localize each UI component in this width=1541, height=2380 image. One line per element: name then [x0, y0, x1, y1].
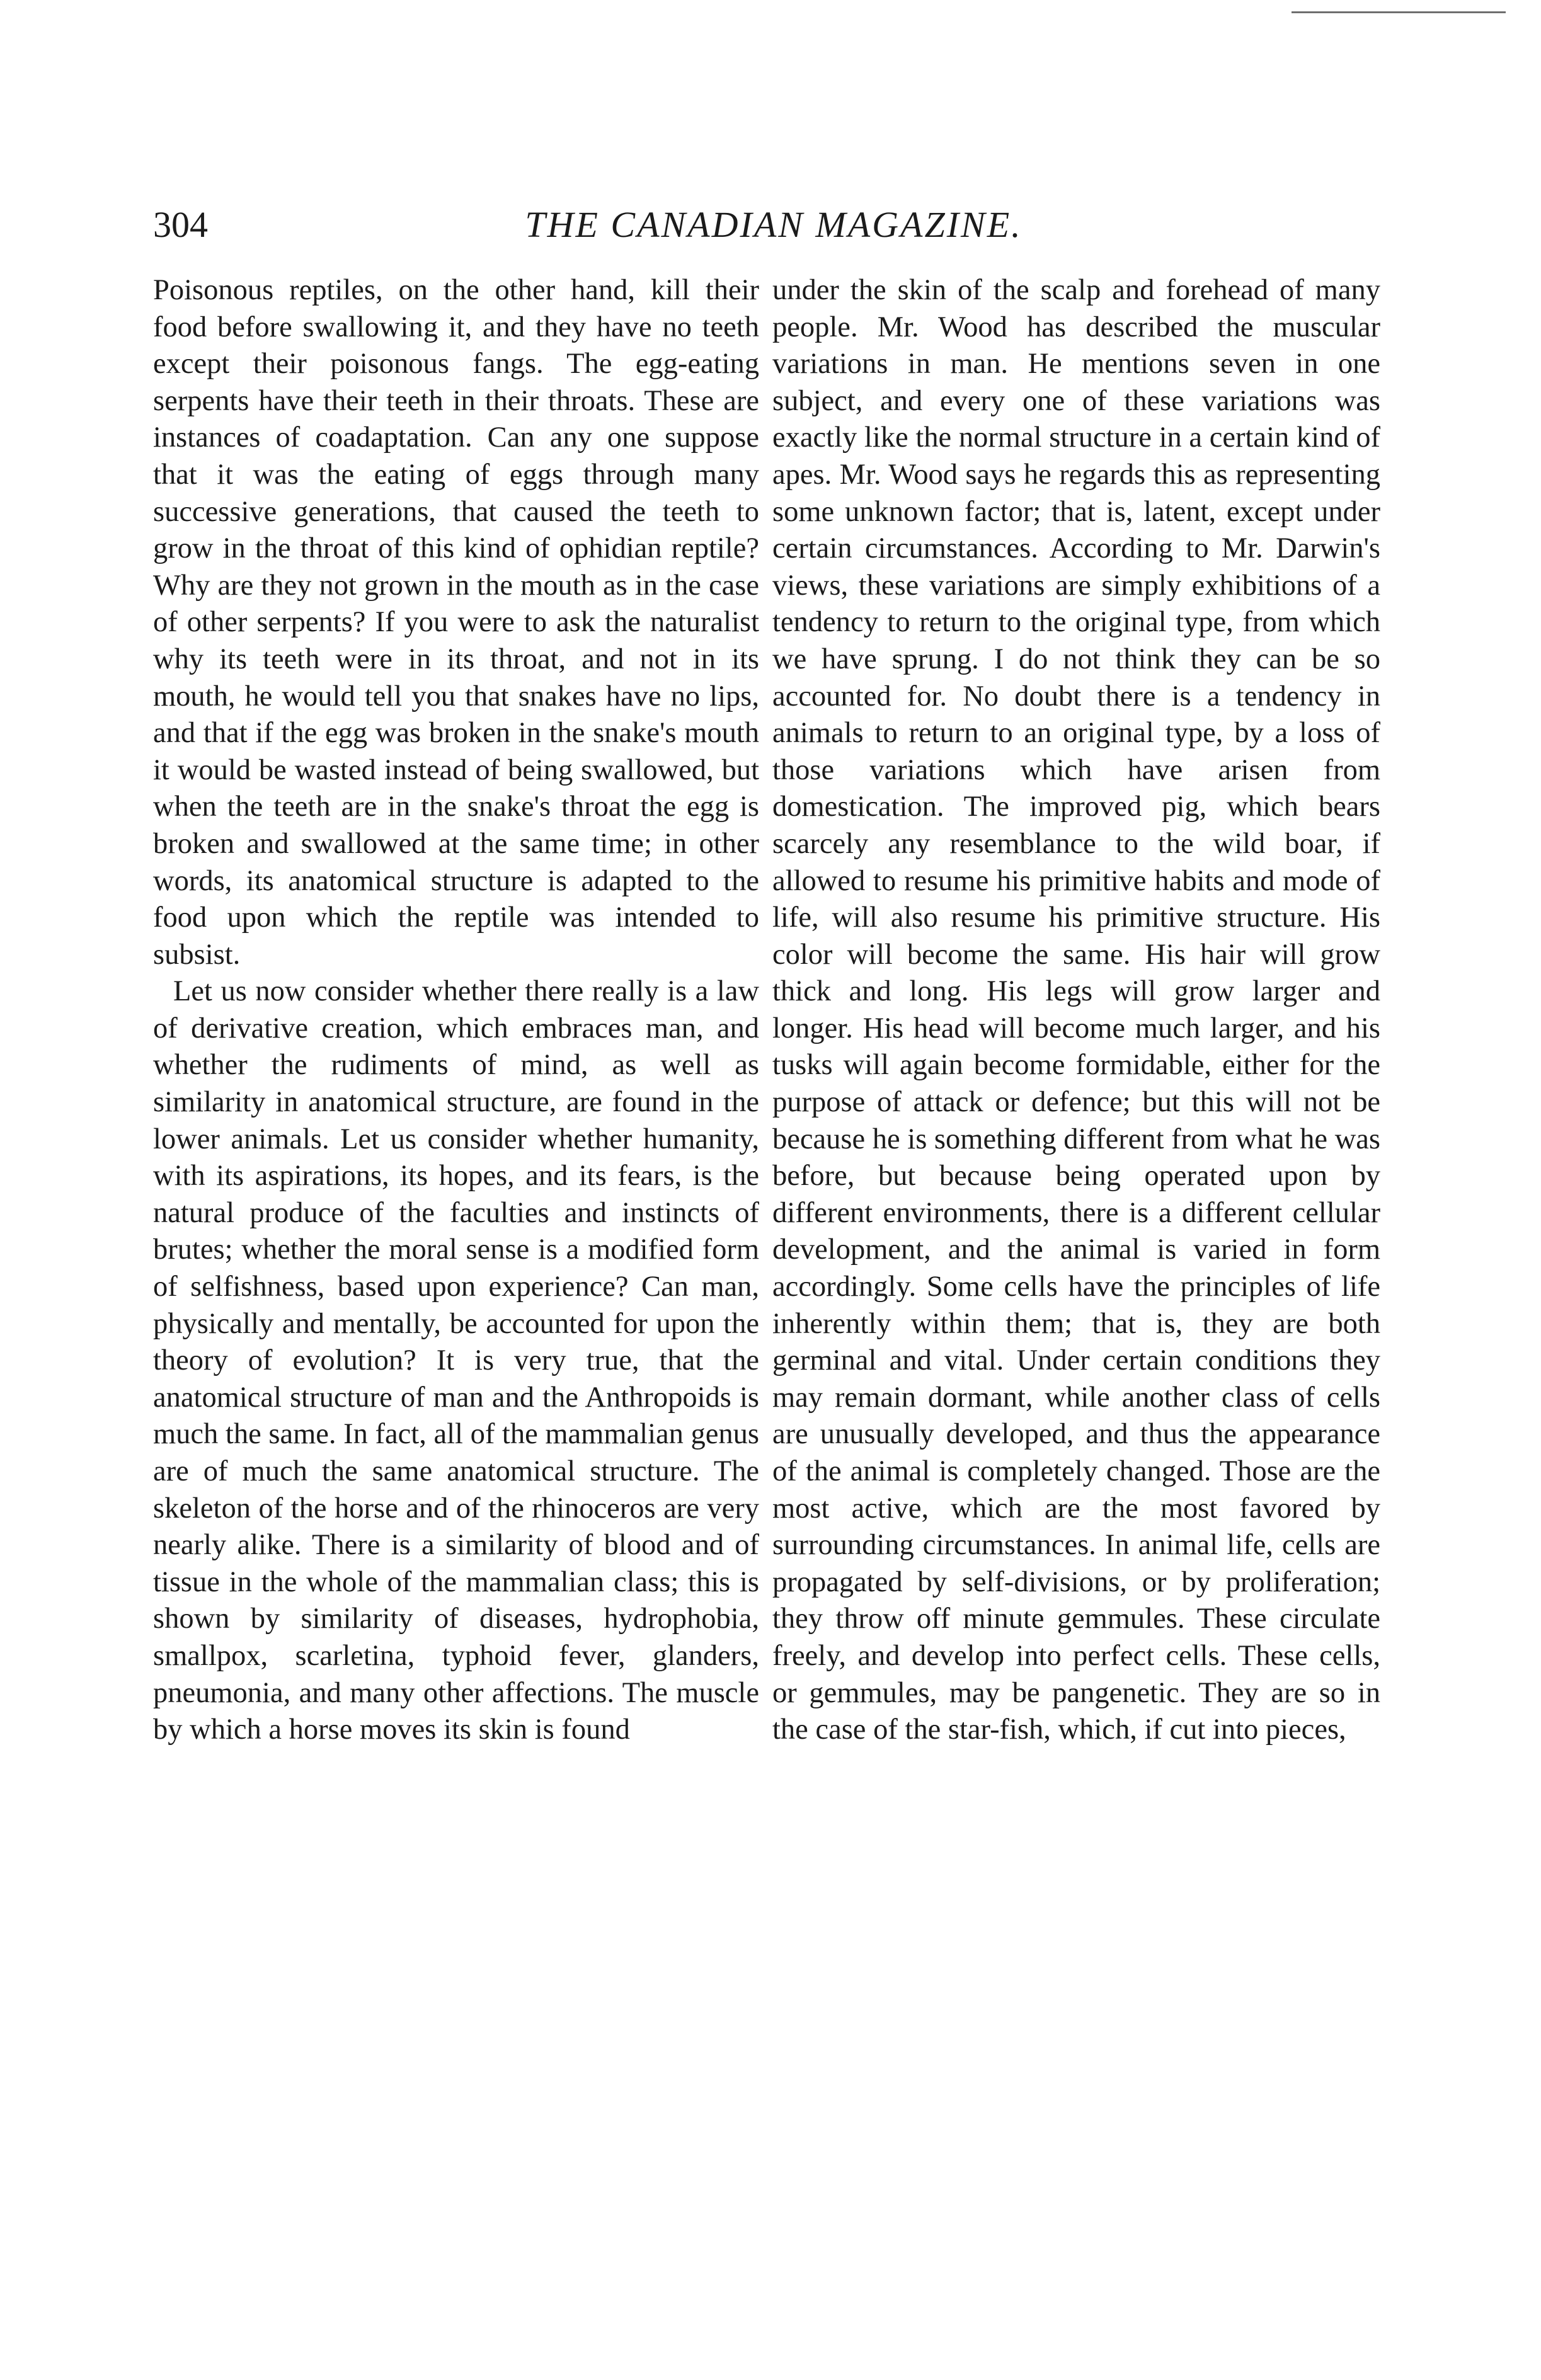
- top-edge-rule: [1292, 11, 1506, 13]
- paragraph-derivative-creation: Let us now consider whether there really is a law of derivative creation, which embraces man, and whether the rudiments of mind, as well as similarity in anatomical structure, are found in the lower animals. Let us consider whether humanity, with its aspirations, its hopes, and its fears, is the natural produce of the faculties and instincts of brutes; whether the moral sense is a modified form of selfishness, based upon experience? Can man, physically and mentally, be accounted for upon the theory of evolution? It is very true, that the anatomical structure of man and the Anthropoids is much the same. In fact, all of the mammalian genus are of much the same anatomical structure. The skeleton of the horse and of the rhinoceros are very nearly alike. There is a similarity of blood and of tissue in the whole of the mammalian class; this is shown by similarity of diseases, hydrophobia, smallpox, scarletina, typhoid fever, glanders, pneumonia, and many other affections. The muscle by which a horse moves its skin is found: [153, 975, 759, 1746]
- paragraph-poisonous-reptiles: Poisonous reptiles, on the other hand, kill their food before swallowing it, and they have no teeth except their poisonous fangs. The egg-eating serpents have their teeth in their throats. These are instances of coadaptation. Can any one suppose that it was the eating of eggs through many successive generations, that caused the teeth to grow in the throat of this kind of ophidian reptile? Why are they not grown in the mouth as in the case of other serpents? If you were to ask the naturalist why its teeth were in its throat, and not in its mouth, he would tell you that snakes have no lips, and that if the egg was broken in the snake's mouth it would be wasted instead of being swallowed, but when the teeth are in the snake's throat the egg is broken and swallowed at the same time; in other words, its anatomical structure is adapted to the food upon which the reptile was intended to subsist.: [153, 274, 759, 971]
- left-column: [153, 272, 759, 2269]
- running-title: THE CANADIAN MAGAZINE.: [525, 204, 1023, 245]
- paragraph-muscular-variations: under the skin of the scalp and forehead of many people. Mr. Wood has described the muscular variations in man. He mentions seven in one subject, and every one of these variations was exactly like the normal structure in a certain kind of apes. Mr. Wood says he regards this as representing some unknown factor; that is, latent, except under certain circumstances. According to Mr. Darwin's views, these variations are simply exhibitions of a tendency to return to the original type, from which we have sprung. I do not think they can be so accounted for. No doubt there is a tendency in animals to return to an original type, by a loss of those variations which have arisen from domestication. The improved pig, which bears scarcely any resemblance to the wild boar, if allowed to resume his primitive habits and mode of life, will also resume his primitive structure. His color will become the same. His hair will grow thick and long. His legs will grow larger and longer. His head will become much larger, and his tusks will again become formidable, either for the purpose of attack or defence; but this will not be because he is something different from what he was before, but because being operated upon by different environments, there is a different cellular development, and the animal is varied in form accordingly. Some cells have the principles of life inherently within them; that is, they are both germinal and vital. Under certain conditions they may remain dormant, while another class of cells are unusually developed, and thus the appearance of the animal is completely changed. Those are the most active, which are the most favored by surrounding circumstances. In animal life, cells are propagated by self-divisions, or by proliferation; they throw off minute gemmules. These circulate freely, and develop into perfect cells. These cells, or gemmules, may be pangenetic. They are so in the case of the star-fish, which, if cut into pieces,: [772, 274, 1380, 1746]
- page-number: 304: [153, 204, 208, 245]
- page-header: [153, 200, 1394, 249]
- right-column: [772, 272, 1380, 2269]
